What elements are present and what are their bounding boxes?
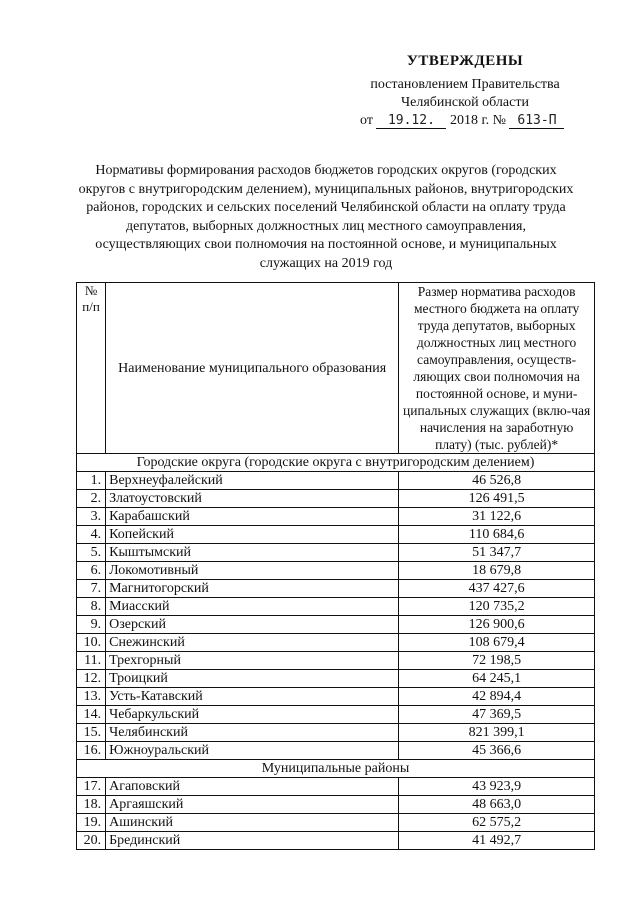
- row-value: 821 399,1: [399, 724, 595, 742]
- header-value: Размер норматива расходов местного бюджета на оплату труда депутатов, выборных должностных лиц местного самоуправления, осуществ-ляющих свои полномочия на постоянной основе, и муни-ципальных служащих (вклю-чая начисления на заработную плату) (тыс. рублей)*: [399, 283, 595, 454]
- row-name: Верхнеуфалейский: [106, 472, 399, 490]
- row-value: 46 526,8: [399, 472, 595, 490]
- document-title: Нормативы формирования расходов бюджетов городских округов (городских округов с внутригородским делением), муниципальных районов, внутригородских районов, городских и сельских поселений Челябинской области на оплату труда депутатов, выборных должностных лиц местного самоуправления, осуществляющих свои полномочия на постоянной основе, и муниципальных служащих на 2019 год: [78, 163, 574, 271]
- table-row: [77, 616, 595, 634]
- row-name: Локомотивный: [106, 562, 399, 580]
- section-row: [77, 454, 595, 472]
- row-value: 437 427,6: [399, 580, 595, 598]
- row-name: Миасский: [106, 598, 399, 616]
- row-number: 5.: [77, 544, 106, 562]
- row-number: 6.: [77, 562, 106, 580]
- table-row: [77, 472, 595, 490]
- table-row: [77, 526, 595, 544]
- row-number: 8.: [77, 598, 106, 616]
- row-value: 48 663,0: [399, 796, 595, 814]
- row-value: 47 369,5: [399, 706, 595, 724]
- section-row: [77, 760, 595, 778]
- row-number: 16.: [77, 742, 106, 760]
- table-row: [77, 724, 595, 742]
- approval-block: [330, 52, 600, 130]
- table-row: [77, 670, 595, 688]
- table-row: [77, 814, 595, 832]
- date-value: 19.12.: [376, 113, 446, 129]
- table-header-row: [77, 283, 595, 454]
- row-name: Магнитогорский: [106, 580, 399, 598]
- row-number: 14.: [77, 706, 106, 724]
- row-value: 126 491,5: [399, 490, 595, 508]
- row-value: 62 575,2: [399, 814, 595, 832]
- row-value: 18 679,8: [399, 562, 595, 580]
- row-number: 7.: [77, 580, 106, 598]
- table-body: [77, 454, 595, 850]
- table-row: [77, 652, 595, 670]
- row-name: Озерский: [106, 616, 399, 634]
- row-number: 10.: [77, 634, 106, 652]
- table-row: [77, 742, 595, 760]
- row-name: Ашинский: [106, 814, 399, 832]
- row-name: Кыштымский: [106, 544, 399, 562]
- row-number: 4.: [77, 526, 106, 544]
- table-row: [77, 778, 595, 796]
- row-value: 51 347,7: [399, 544, 595, 562]
- row-number: 15.: [77, 724, 106, 742]
- row-value: 43 923,9: [399, 778, 595, 796]
- row-number: 20.: [77, 832, 106, 850]
- row-value: 64 245,1: [399, 670, 595, 688]
- table-row: [77, 796, 595, 814]
- row-value: 72 198,5: [399, 652, 595, 670]
- row-value: 110 684,6: [399, 526, 595, 544]
- row-value: 45 366,6: [399, 742, 595, 760]
- table-row: [77, 562, 595, 580]
- decree-number: 613-П: [509, 113, 564, 129]
- row-name: Агаповский: [106, 778, 399, 796]
- table-row: [77, 490, 595, 508]
- row-number: 1.: [77, 472, 106, 490]
- row-number: 18.: [77, 796, 106, 814]
- row-name: Трехгорный: [106, 652, 399, 670]
- row-value: 120 735,2: [399, 598, 595, 616]
- row-name: Чебаркульский: [106, 706, 399, 724]
- row-name: Брединский: [106, 832, 399, 850]
- row-number: 12.: [77, 670, 106, 688]
- table-row: [77, 706, 595, 724]
- approval-title: УТВЕРЖДЕНЫ: [406, 53, 524, 69]
- table-row: [77, 580, 595, 598]
- row-value: 108 679,4: [399, 634, 595, 652]
- row-name: Аргаяшский: [106, 796, 399, 814]
- norms-table: [76, 282, 595, 850]
- row-number: 2.: [77, 490, 106, 508]
- row-number: 13.: [77, 688, 106, 706]
- row-name: Копейский: [106, 526, 399, 544]
- row-name: Челябинский: [106, 724, 399, 742]
- table-row: [77, 688, 595, 706]
- approval-line-2: Челябинской области: [401, 95, 529, 110]
- row-number: 19.: [77, 814, 106, 832]
- row-number: 17.: [77, 778, 106, 796]
- table-row: [77, 544, 595, 562]
- table-row: [77, 508, 595, 526]
- table-row: [77, 634, 595, 652]
- row-value: 41 492,7: [399, 832, 595, 850]
- row-name: Златоустовский: [106, 490, 399, 508]
- row-name: Усть-Катавский: [106, 688, 399, 706]
- row-value: 126 900,6: [399, 616, 595, 634]
- header-name: Наименование муниципального образования: [106, 283, 399, 454]
- date-prefix: от: [360, 113, 373, 128]
- row-number: 9.: [77, 616, 106, 634]
- table-row: [77, 832, 595, 850]
- row-value: 42 894,4: [399, 688, 595, 706]
- row-name: Снежинский: [106, 634, 399, 652]
- header-num: № п/п: [77, 283, 106, 454]
- row-name: Троицкий: [106, 670, 399, 688]
- row-name: Южноуральский: [106, 742, 399, 760]
- section-title: Муниципальные районы: [77, 760, 595, 778]
- approval-line-1: постановлением Правительства: [370, 77, 560, 92]
- section-title: Городские округа (городские округа с внутригородским делением): [77, 454, 595, 472]
- year-text: 2018 г. №: [449, 113, 506, 128]
- row-value: 31 122,6: [399, 508, 595, 526]
- approval-date-line: [330, 112, 600, 130]
- row-number: 11.: [77, 652, 106, 670]
- row-name: Карабашский: [106, 508, 399, 526]
- table-row: [77, 598, 595, 616]
- row-number: 3.: [77, 508, 106, 526]
